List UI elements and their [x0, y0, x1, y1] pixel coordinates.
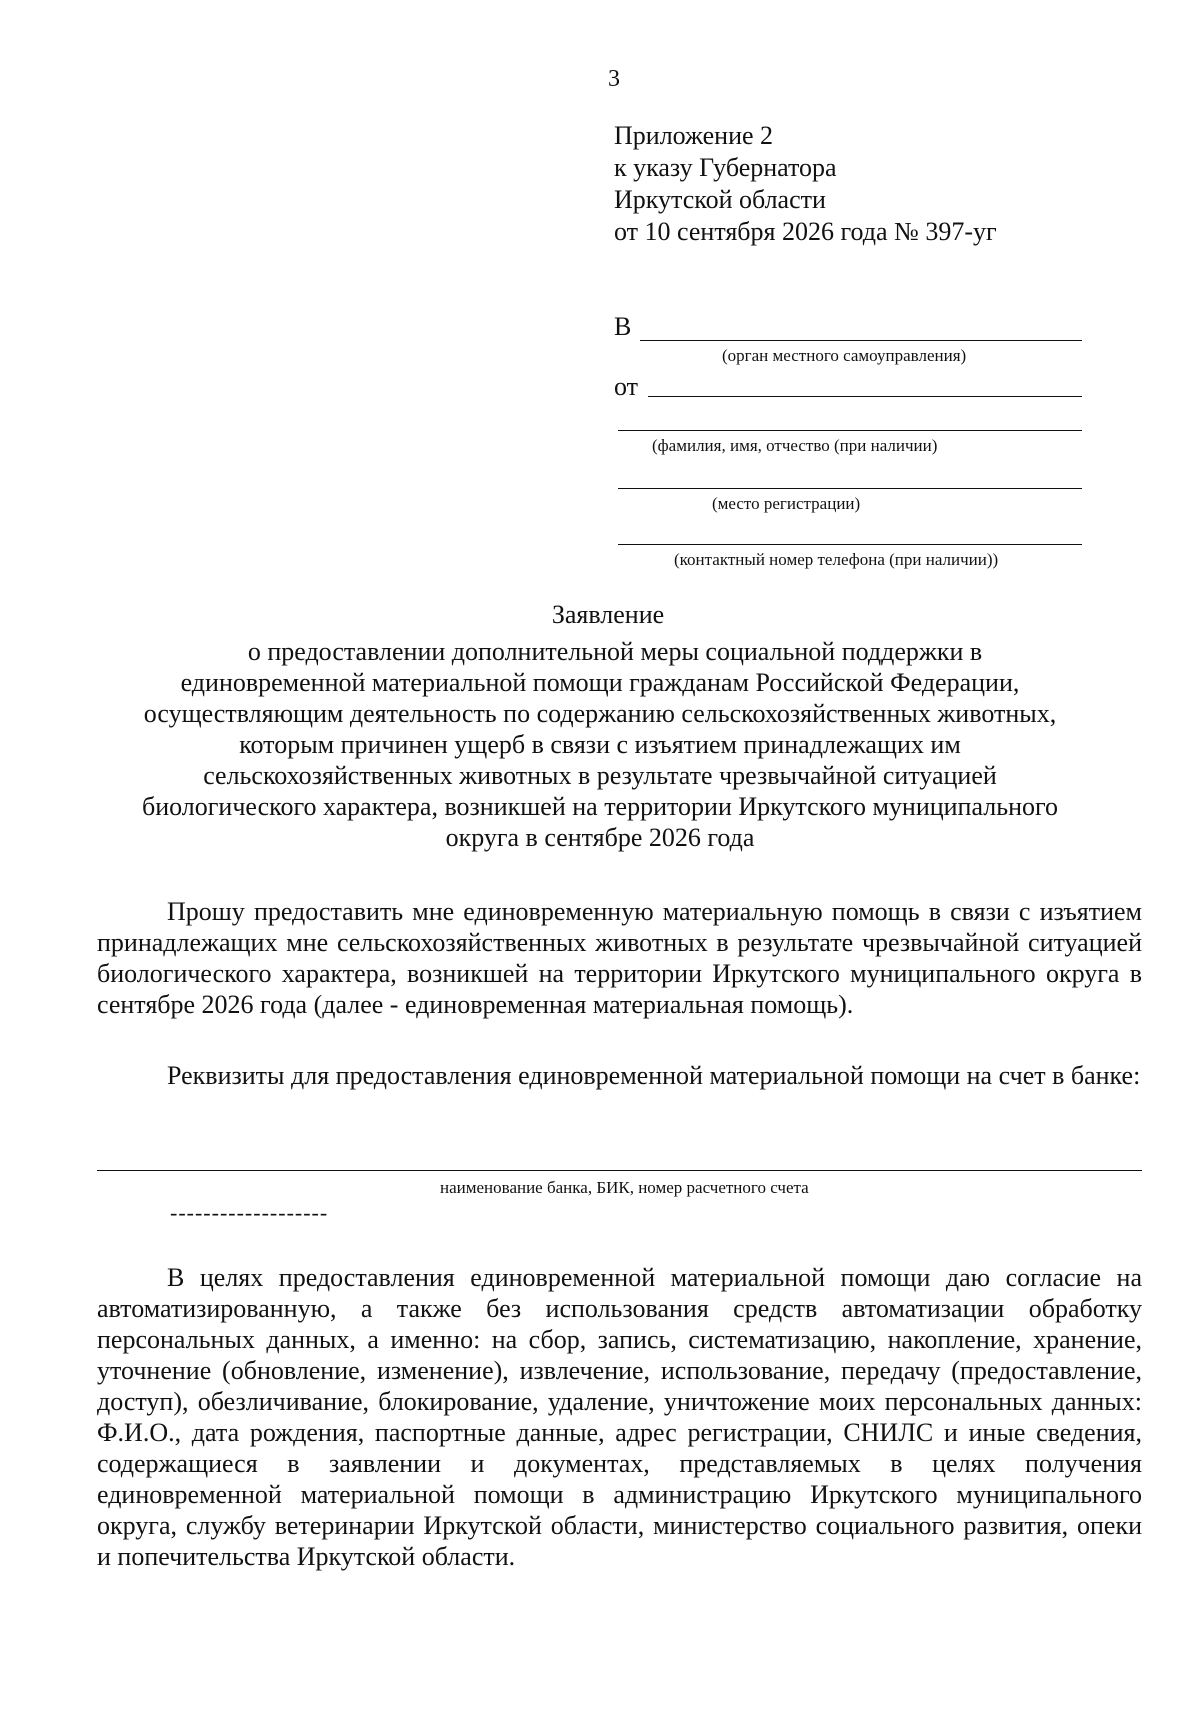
- separator-dashes: -------------------: [170, 1200, 329, 1225]
- appendix-reference: [614, 120, 997, 248]
- appendix-line: к указу Губернатора: [614, 153, 837, 182]
- consent-text: В целях предоставления единовременной материальной помощи даю согласие на автоматизированную, а также без использования средств автоматизации обработку персональных данных, а именно: на сбор, запись, систематизацию, накопление, хранение, уточнение (обновление, изменение), извлечение, использование, передачу (предоставление, доступ), обезличивание, блокирование, удаление, уничтожение моих персональных данных: Ф.И.О., дата рождения, паспортные данные, адрес регистрации, СНИЛС и иные сведения, содержащиеся в заявлении и документах, представляемых в целях получения единовременной материальной помощи в администрацию Иркутского муниципального округа, службу ветеринарии Иркутской области, министерство социального развития, опеки и попечительства Иркутской области.: [97, 1263, 1142, 1571]
- request-text: Прошу предоставить мне единовременную материальную помощь в связи с изъятием принадлежащих мне сельскохозяйственных животных в результате чрезвычайной ситуацией биологического характера, возникшей на территории Иркутского муниципального округа в сентябре 2026 года (далее - единовременная материальная помощь).: [97, 897, 1142, 1019]
- phone-caption: (контактный номер телефона (при наличии)): [674, 550, 999, 569]
- to-prefix: В: [614, 312, 632, 341]
- appendix-line: Приложение 2: [614, 121, 774, 150]
- title-line: сельскохозяйственных животных в результате чрезвычайной ситуацией: [203, 761, 997, 790]
- from-field-line: [648, 396, 1082, 397]
- title-line: о предоставлении дополнительной меры социальной поддержки в: [247, 637, 983, 666]
- document-heading: Заявление: [551, 600, 665, 629]
- page-number: 3: [608, 66, 620, 92]
- title-line: округа в сентябре 2026 года: [445, 823, 755, 852]
- title-line: биологического характера, возникшей на территории Иркутского муниципального: [141, 792, 1059, 821]
- appendix-line: от 10 сентября 2026 года № 397-уг: [614, 217, 997, 246]
- bank-caption: наименование банка, БИК, номер расчетного счета: [440, 1178, 809, 1197]
- bank-details-paragraph: [97, 1060, 1142, 1091]
- name-caption: (фамилия, имя, отчество (при наличии): [652, 436, 938, 455]
- request-paragraph: [97, 896, 1142, 1020]
- from-field-line-2: [618, 430, 1082, 431]
- address-caption: (место регистрации): [712, 494, 861, 513]
- consent-paragraph: [97, 1262, 1142, 1572]
- phone-field-line: [618, 544, 1082, 545]
- appendix-line: Иркутской области: [614, 185, 826, 214]
- bank-details-line: [97, 1170, 1142, 1171]
- title-line: которым причинен ущерб в связи с изъятием принадлежащих им: [239, 730, 961, 759]
- title-line: осуществляющим деятельность по содержанию сельскохозяйственных животных,: [143, 699, 1057, 728]
- to-field-line: [640, 340, 1082, 341]
- title-line: единовременной материальной помощи гражданам Российской Федерации,: [180, 668, 1020, 697]
- address-field-line: [618, 488, 1082, 489]
- to-caption: (орган местного самоуправления): [722, 346, 967, 365]
- document-title: [0, 636, 1200, 853]
- from-prefix: от: [614, 372, 639, 401]
- bank-details-text: Реквизиты для предоставления единовременной материальной помощи на счет в банке:: [167, 1061, 1141, 1090]
